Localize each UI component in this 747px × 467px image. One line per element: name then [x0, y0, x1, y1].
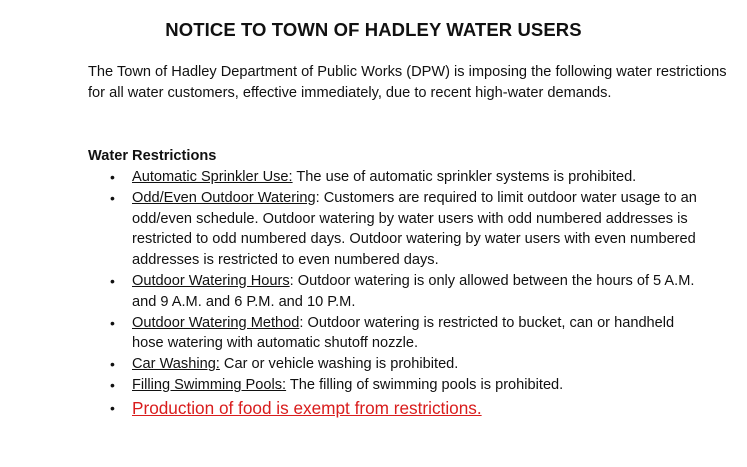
bullet-icon: •	[110, 189, 115, 206]
restriction-text: Car or vehicle washing is prohibited.	[219, 356, 459, 373]
restriction-item	[88, 188, 708, 271]
restriction-term: Odd/Even Outdoor Watering	[132, 189, 316, 206]
restriction-text: The filling of swimming pools is prohibited.	[286, 376, 564, 393]
restrictions-list	[88, 167, 708, 421]
restriction-term: Car Washing:	[132, 356, 220, 373]
exemption-item	[88, 396, 708, 421]
notice-intro: The Town of Hadley Department of Public Works (DPW) is imposing the following water restrictions for all water customers, effective immediately, due to recent high-water demands.	[88, 64, 727, 101]
notice-title: NOTICE TO TOWN OF HADLEY WATER USERS	[165, 19, 582, 40]
restriction-item	[88, 167, 708, 188]
bullet-icon: •	[110, 169, 115, 185]
restriction-text: The use of automatic sprinkler systems is prohibited.	[292, 169, 637, 185]
bullet-icon: •	[110, 399, 115, 416]
restriction-item	[88, 271, 708, 313]
restriction-text: : Outdoor watering is restricted to bucket, can or handheld hose watering with automatic shutoff nozzle.	[132, 314, 675, 352]
section-heading: Water Restrictions	[88, 148, 217, 164]
bullet-icon: •	[110, 314, 115, 331]
restriction-item	[88, 354, 708, 375]
bullet-icon: •	[110, 272, 115, 289]
bullet-icon: •	[110, 356, 115, 373]
restriction-term: Outdoor Watering Hours	[132, 272, 290, 289]
exemption-text: Production of food is exempt from restrictions.	[132, 397, 482, 418]
restriction-item	[88, 375, 708, 396]
restriction-item	[88, 313, 708, 355]
restriction-text: : Outdoor watering is only allowed between the hours of 5 A.M. and 9 A.M. and 6 P.M. and 10 P.M.	[132, 272, 695, 310]
restriction-term: Outdoor Watering Method	[132, 314, 300, 331]
restriction-text: : Customers are required to limit outdoor water usage to an odd/even schedule. Outdoor watering by water users with odd numbered addresses is restricted to odd numbered days. Outdoor watering by water users with even numbered addresses is restricted to even numbered days.	[132, 189, 697, 269]
bullet-icon: •	[110, 376, 115, 393]
restriction-term: Automatic Sprinkler Use:	[132, 169, 293, 185]
restriction-term: Filling Swimming Pools:	[132, 376, 287, 393]
